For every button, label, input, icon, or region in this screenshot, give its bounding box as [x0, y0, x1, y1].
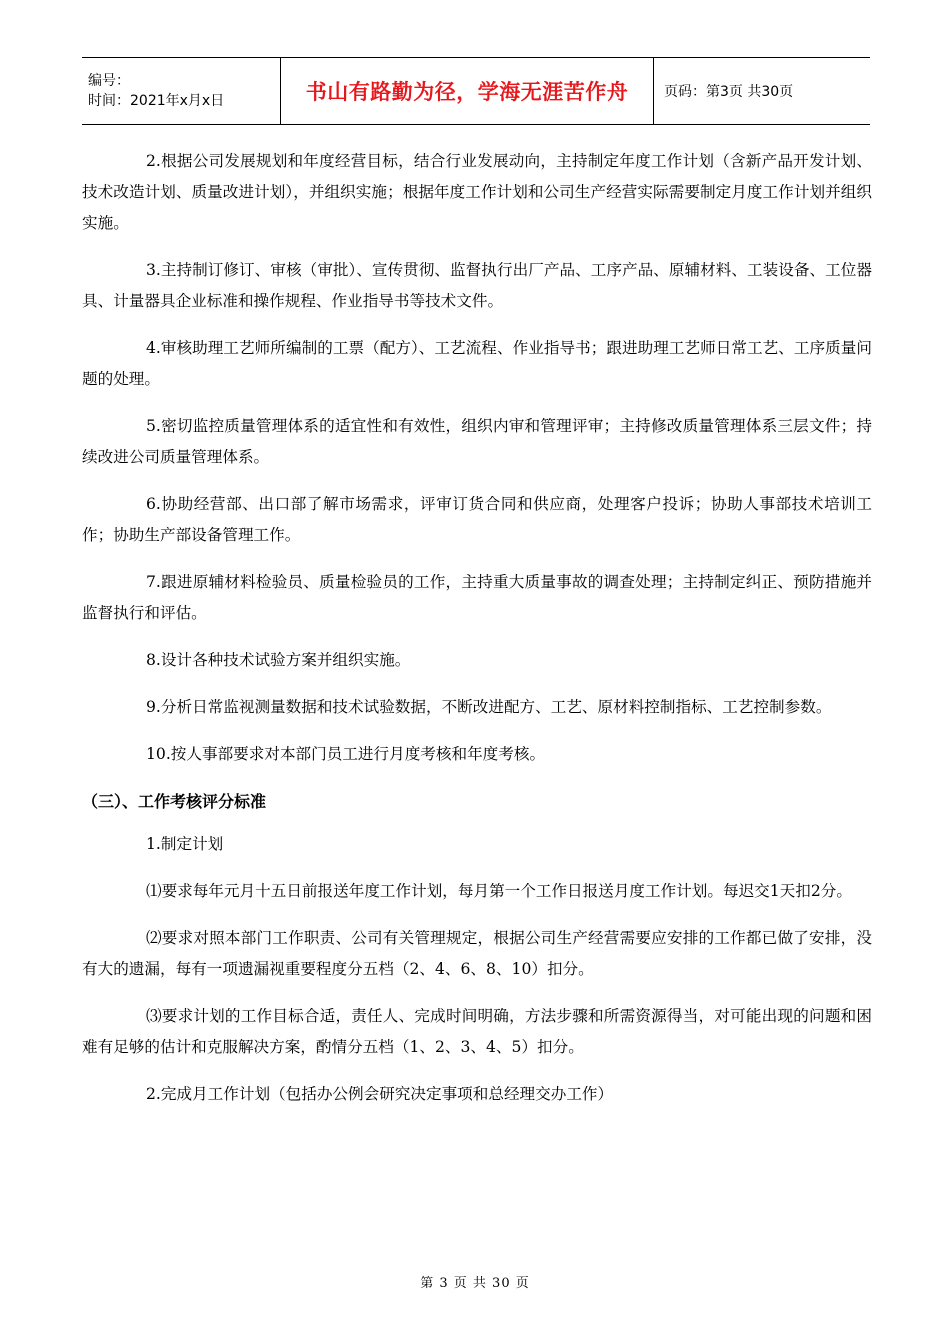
- document-body: [82, 146, 872, 1126]
- header-motto: 书山有路勤为径，学海无涯苦作舟: [305, 80, 629, 104]
- header-info-cell: [82, 58, 281, 124]
- duty-item-3: 3.主持制订修订、审核（审批）、宣传贯彻、监督执行出厂产品、工序产品、原辅材料、工装设备、工位器具、计量器具企业标准和操作规程、作业指导书等技术文件。: [82, 261, 872, 310]
- duty-item-8: 8.设计各种技术试验方案并组织实施。: [146, 651, 411, 669]
- document-header: [82, 57, 870, 125]
- criteria-item-2: ⑵要求对照本部门工作职责、公司有关管理规定，根据公司生产经营需要应安排的工作都已做了安排，没有大的遗漏，每有一项遗漏视重要程度分五档（2、4、6、8、10）扣分。: [82, 929, 872, 978]
- header-page-number: 页码：第3页 共30页: [664, 84, 794, 100]
- duty-item-9: 9.分析日常监视测量数据和技术试验数据，不断改进配方、工艺、原材料控制指标、工艺控制参数。: [146, 698, 832, 716]
- header-page-cell: [654, 58, 870, 124]
- duty-item-2: 2.根据公司发展规划和年度经营目标，结合行业发展动向，主持制定年度工作计划（含新产品开发计划、技术改造计划、质量改进计划），并组织实施；根据年度工作计划和公司生产经营实际需要制定月度工作计划并组织实施。: [82, 152, 872, 232]
- document-number-label: 编号：: [88, 73, 130, 89]
- duty-item-7: 7.跟进原辅材料检验员、质量检验员的工作，主持重大质量事故的调查处理；主持制定纠正、预防措施并监督执行和评估。: [82, 573, 872, 622]
- duty-item-10: 10.按人事部要求对本部门员工进行月度考核和年度考核。: [146, 745, 546, 763]
- criteria-heading-2: 2.完成月工作计划（包括办公例会研究决定事项和总经理交办工作）: [146, 1085, 614, 1103]
- duty-item-4: 4.审核助理工艺师所编制的工票（配方）、工艺流程、作业指导书；跟进助理工艺师日常工艺、工序质量问题的处理。: [82, 339, 872, 388]
- criteria-item-3: ⑶要求计划的工作目标合适，责任人、完成时间明确，方法步骤和所需资源得当，对可能出现的问题和困难有足够的估计和克服解决方案，酌情分五档（1、2、3、4、5）扣分。: [82, 1007, 872, 1056]
- header-motto-cell: [281, 58, 654, 124]
- document-date-label: 时间：2021年x月x日: [88, 93, 225, 109]
- section-heading: （三）、工作考核评分标准: [82, 792, 267, 811]
- duty-item-5: 5.密切监控质量管理体系的适宜性和有效性，组织内审和管理评审；主持修改质量管理体系三层文件；持续改进公司质量管理体系。: [82, 417, 872, 466]
- duty-item-6: 6.协助经营部、出口部了解市场需求，评审订货合同和供应商，处理客户投诉；协助人事部技术培训工作；协助生产部设备管理工作。: [82, 495, 872, 544]
- page-footer: 第 3 页 共 30 页: [420, 1276, 530, 1291]
- criteria-heading-1: 1.制定计划: [146, 835, 224, 853]
- criteria-item-1: ⑴要求每年元月十五日前报送年度工作计划，每月第一个工作日报送月度工作计划。每迟交1天扣2分。: [146, 882, 852, 900]
